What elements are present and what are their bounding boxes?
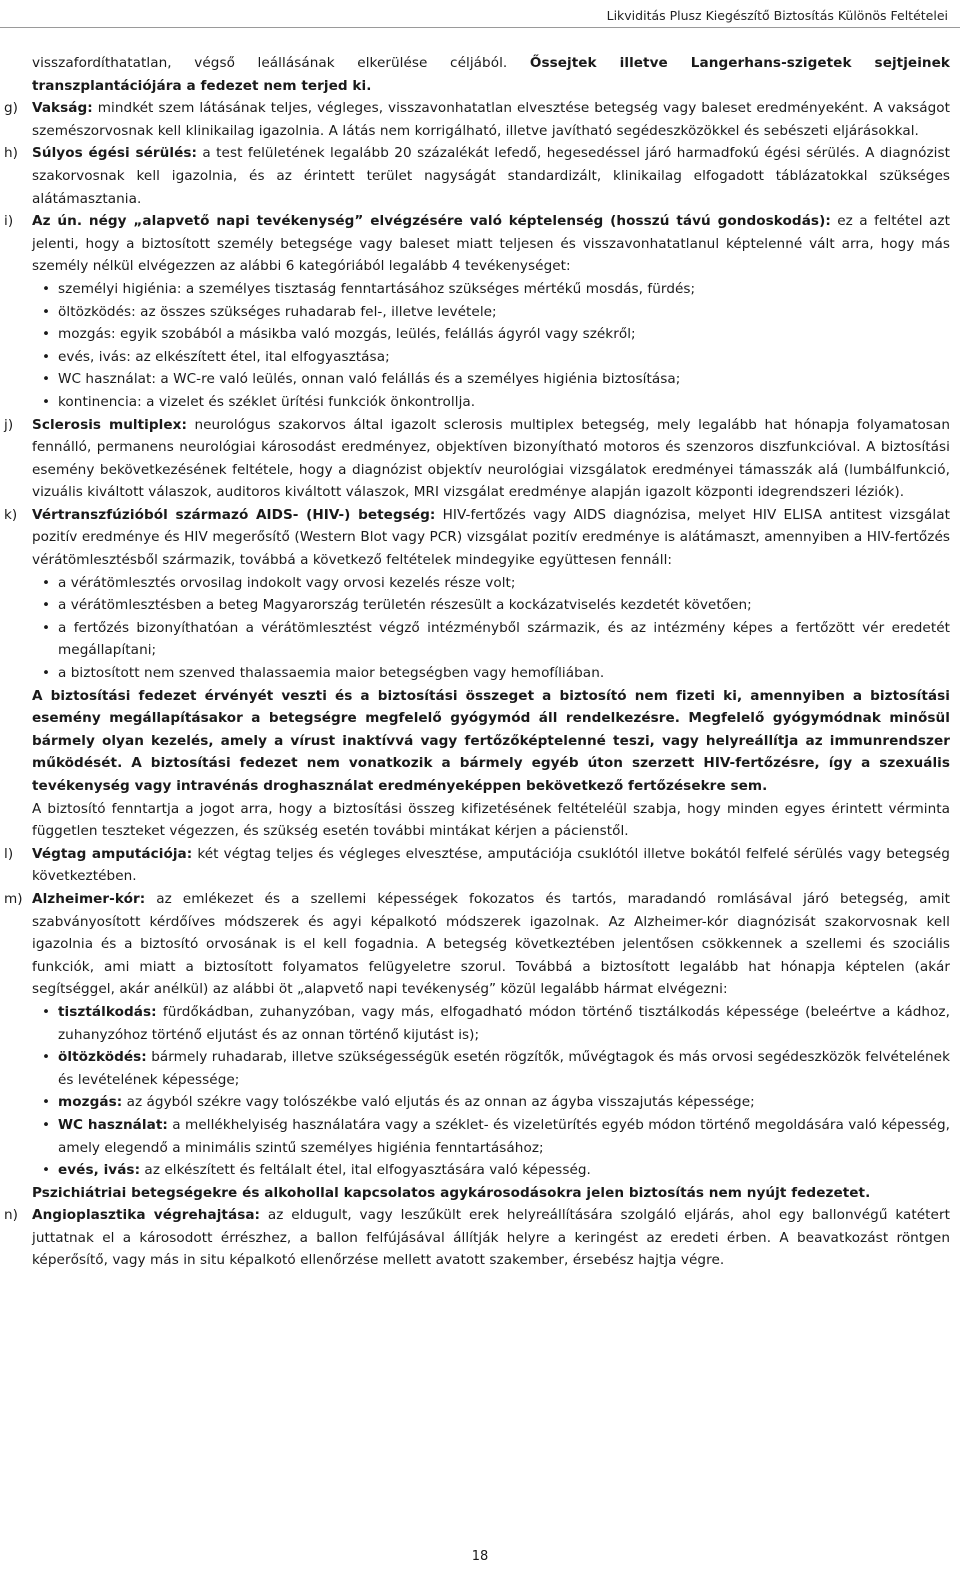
list-item: • mozgás: az ágyból székre vagy tolószékbe való eljutás és az onnan az ágyba visszajutás képessége; — [32, 1091, 960, 1114]
list-item: • WC használat: a mellékhelyiség használatára vagy a széklet- és vizeletürítés egyéb módon történő megoldására való képesség, amely elegendő a minimális szintű személyes higiénia fenntartásához; — [32, 1114, 960, 1159]
bullet-icon: • — [42, 280, 51, 297]
item-title: Súlyos égési sérülés: — [32, 145, 197, 162]
list-item: • öltözködés: az összes szükséges ruhadarab fel-, illetve levétele; — [32, 301, 960, 324]
bullet-icon: • — [42, 1162, 51, 1179]
list-item: • a fertőzés bizonyíthatóan a vérátömlesztést végző intézményből származik, és az intézmény képes a fertőzött vér eredetét megállapítani; — [32, 617, 960, 662]
bullet-icon: • — [42, 348, 51, 365]
item-marker: g) — [4, 100, 19, 117]
cont-f-text: visszafordíthatatlan, végső leállásának elkerülése céljából. — [32, 55, 530, 71]
hiv-rights-paragraph: A biztosító fenntartja a jogot arra, hogy a biztosítási összeg kifizetésének feltételéül szabja, hogy minden egyes érintett vérminta független teszteket végezzen, és szükség esetén további mintákat kérjen a pácienstől. — [32, 800, 950, 840]
bullet-list-m — [0, 1001, 960, 1182]
item-l-vegtag-amputacio — [0, 843, 960, 888]
item-text: ez a feltétel azt jelenti, hogy a biztosított személy betegsége vagy baleset miatt teljesen és visszavonhatatlanul képtelenné vált arra, hogy más személy nélkül elvégezzen az alábbi 6 kategóriából legalább 4 tevékenységet: — [32, 213, 950, 275]
list-item: • evés, ivás: az elkészített étel, ital elfogyasztása; — [32, 346, 960, 369]
bullet-icon: • — [42, 619, 51, 636]
item-text: HIV-fertőzés vagy AIDS diagnózisa, melyet HIV ELISA antitest vizsgálat pozitív eredménye és HIV megerősítő (Western Blot vagy PCR) vizsgálat pozitív eredménye is alátámaszt, amennyiben a HIV-fertőzés vérátömlesztésből származik, továbbá a következő feltételek mindegyike együttesen fennáll: — [32, 506, 950, 569]
bullet-icon: • — [42, 1003, 51, 1020]
list-item: • evés, ivás: az elkészített és feltálalt étel, ital elfogyasztására való képesség. — [32, 1159, 960, 1182]
item-m-alzheimer — [0, 888, 960, 1001]
page-number: 18 — [471, 1549, 489, 1564]
item-marker: l) — [4, 845, 14, 862]
cont-f-bold: Őssejtek illetve Langerhans-szigetek sejtjeinek transzplantációjára a fedezet nem terjed ki. — [32, 55, 950, 94]
list-item: • tisztálkodás: fürdőkádban, zuhanyzóban, vagy más, elfogadható módon történő tisztálkodás képessége (beleértve a kádhoz, zuhanyzóhoz történő eljutást és az onnan történő kijutást is); — [32, 1001, 960, 1046]
item-text: a test felületének legalább 20 százalékát lefedő, hegesedéssel járó harmadfokú égési sérülés. A diagnózist szakorvosnak kell igazolnia, és az érintett terület nagyságát standardizált, klinikailag elfogadott táblázatokkal szükséges alátámasztania. — [32, 145, 950, 207]
bullet-icon: • — [42, 574, 51, 591]
hiv-exclusion-bold-paragraph: A biztosítási fedezet érvényét veszti és a biztosítási összeget a biztosító nem fizeti ki, amennyiben a biztosítási esemény megállapításakor a betegségre megfelelő gyógymód áll rendelkezésre. Megfelelő gyógymódnak minősül bármely olyan kezelés, amely a vírust inaktívvá vagy fertőzőképtelenné teszi, vagy helyreállítja az immunrendszer működését. A biztosítási fedezet nem vonatkozik a bármely egyéb úton szerzett HIV-fertőzésre, így a szexuális tevékenység vagy intravénás droghasználat eredményeképpen bekövetkező fertőzésekre sem. — [32, 687, 950, 794]
running-header: Likviditás Plusz Kiegészítő Biztosítás Különös Feltételei — [606, 8, 948, 23]
bullet-icon: • — [42, 1049, 51, 1066]
item-marker: m) — [4, 890, 23, 907]
alzheimer-exclusion-bold-paragraph: Pszichiátriai betegségekre és alkohollal kapcsolatos agykárosodásokra jelen biztosítás nem nyújt fedezetet. — [32, 1184, 871, 1201]
item-title: Angioplasztika végrehajtása: — [32, 1207, 261, 1224]
bullet-icon: • — [42, 1094, 51, 1111]
list-item: • a vérátömlesztés orvosilag indokolt vagy orvosi kezelés része volt; — [32, 572, 960, 595]
item-title: Végtag amputációja: — [32, 845, 193, 862]
item-marker: k) — [4, 506, 18, 523]
item-marker: h) — [4, 145, 19, 162]
list-item: • öltözködés: bármely ruhadarab, illetve szükségességük esetén rögzítők, művégtagok és más orvosi segédeszközök felvételének és levételének képessége; — [32, 1046, 960, 1091]
bullet-icon: • — [42, 665, 51, 682]
list-item: • kontinencia: a vizelet és széklet ürítési funkciók önkontrollja. — [32, 391, 960, 414]
bullet-icon: • — [42, 371, 51, 388]
list-item: • a vérátömlesztésben a beteg Magyarország területén részesült a kockázatviselés kezdetét követően; — [32, 594, 960, 617]
bullet-icon: • — [42, 597, 51, 614]
item-title: Vakság: — [32, 100, 93, 117]
item-text: mindkét szem látásának teljes, végleges, visszavonhatatlan elvesztése betegség vagy baleset eredményeként. A vakságot szemészorvosnak kell klinikailag igazolnia. A látás nem korrigálható, illetve javítható segédeszközökkel és sebészeti eljárásokkal. — [32, 100, 950, 139]
item-title: Sclerosis multiplex: — [32, 416, 187, 433]
item-text: az eldugult, vagy leszűkült erek helyreállítására szolgáló eljárás, ahol egy ballonvégű katétert juttatnak el a károsodott érrészhez, a ballon felfújásával állítják helyre a keringést az eredeti érben. A beavatkozást röntgen képerősítő, vagy más in situ képalkotó ellenőrzése mellett avatott szakember, érsebész hajtja végre. — [32, 1207, 950, 1269]
item-text: neurológus szakorvos által igazolt sclerosis multiplex betegség, mely legalább hat hónapja folyamatosan fennálló, permanens neurológiai károsodást eredményez, objektíven bizonyítható motoros és szenzoros diszfunkcióval. A biztosítási esemény bekövetkezésének feltétele, hogy a diagnózist objektív neurológiai vizsgálatok eredményei támasszák alá (lumbálfunkció, vizuális kiváltott válaszok, auditoros kiváltott válaszok, MRI vizsgálat eredménye alapján igazolt központi idegrendszeri léziók). — [32, 416, 950, 501]
document-body — [0, 52, 960, 1272]
item-title: Alzheimer-kór: — [32, 890, 146, 907]
bullet-list-i — [0, 278, 960, 414]
item-text: két végtag teljes és végleges elvesztése, amputációja csuklótól illetve bokától felfelé sérülés vagy betegség következtében. — [32, 845, 950, 885]
bullet-list-k — [0, 572, 960, 685]
list-item: • személyi higiénia: a személyes tisztaság fenntartásához szükséges mértékű mosdás, fürdés; — [32, 278, 960, 301]
item-n-angioplasztika — [0, 1204, 960, 1272]
item-marker: i) — [4, 213, 14, 230]
item-title: Az ún. négy „alapvető napi tevékenység” elvégzésére való képtelenség (hosszú távú gondoskodás): — [32, 213, 831, 230]
list-item: • a biztosított nem szenved thalassaemia maior betegségben vagy hemofíliában. — [32, 662, 960, 685]
item-h-egesi-serules — [0, 142, 960, 210]
bullet-icon: • — [42, 1116, 51, 1133]
item-title: Vértranszfúzióból származó AIDS- (HIV-) betegség: — [32, 506, 436, 523]
bullet-icon: • — [42, 303, 51, 320]
item-i-alapveto-napi-tevekenyseg — [0, 210, 960, 278]
continued-paragraph-f — [0, 52, 960, 97]
list-item: • mozgás: egyik szobából a másikba való mozgás, leülés, felállás ágyról vagy székről; — [32, 323, 960, 346]
list-item: • WC használat: a WC-re való leülés, onnan való felállás és a személyes higiénia biztosítása; — [32, 368, 960, 391]
item-text: az emlékezet és a szellemi képességek fokozatos és tartós, maradandó romlásával járó betegség, amit szabványosított kérdőíves módszerek és agyi képalkotó módszerek igazolnak. Az Alzheimer-kór diagnózisát szakorvosnak kell igazolnia és a biztosító orvosának is el kell fogadnia. A betegség következtében jelentősen csökkennek a szellemi és szociális funkciók, ami miatt a biztosított folyamatos felügyeletre szorul. Továbbá a biztosított legalább hat hónapja képtelen (akár segítséggel, akár anélkül) az alábbi öt „alapvető napi tevékenység” közül legalább hármat elvégezni: — [32, 890, 950, 998]
header-divider — [0, 27, 960, 28]
item-g-vaksag — [0, 97, 960, 142]
item-j-sclerosis-multiplex — [0, 414, 960, 504]
item-marker: j) — [4, 416, 14, 433]
bullet-icon: • — [42, 326, 51, 343]
item-k-hiv — [0, 504, 960, 572]
bullet-icon: • — [42, 393, 51, 410]
item-marker: n) — [4, 1207, 19, 1224]
